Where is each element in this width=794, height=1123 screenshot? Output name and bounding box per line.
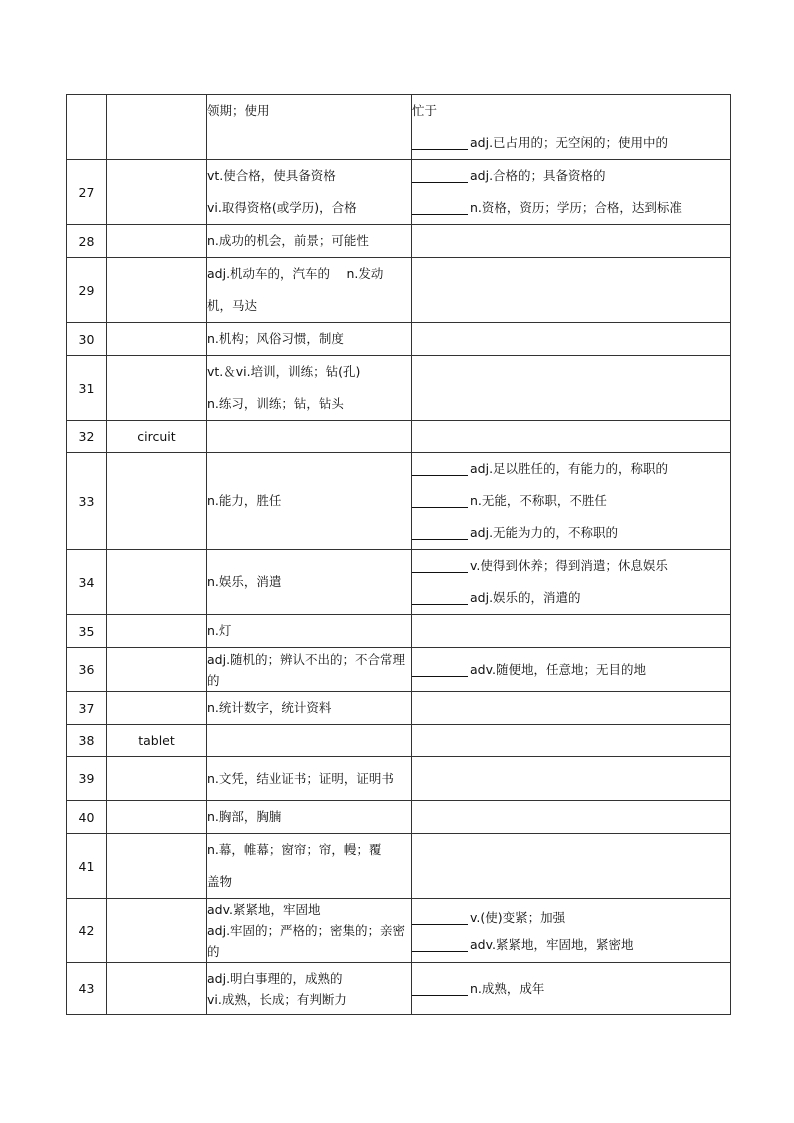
meaning-cell bbox=[207, 225, 412, 258]
answer-blank[interactable] bbox=[412, 676, 468, 677]
word-cell bbox=[107, 648, 207, 692]
table-row bbox=[67, 421, 731, 453]
meaning-line: adj.随机的；辨认不出的；不合常理的 bbox=[207, 651, 406, 688]
derivative-text: adj.无能为力的，不称职的 bbox=[470, 525, 619, 540]
table-row bbox=[67, 615, 731, 648]
derivative-line bbox=[412, 931, 730, 958]
derivative-line bbox=[412, 192, 730, 224]
derivative-text: adv.随便地，任意地；无目的地 bbox=[470, 661, 646, 677]
derivatives-cell bbox=[412, 160, 731, 225]
meaning-cell bbox=[207, 725, 412, 757]
meaning-line: vt.＆vi.培训，训练；钻(孔) bbox=[207, 364, 361, 379]
table-row bbox=[67, 801, 731, 834]
word-cell bbox=[107, 899, 207, 963]
derivative-line bbox=[412, 160, 730, 192]
meaning-cell bbox=[207, 692, 412, 725]
word-cell bbox=[107, 615, 207, 648]
word-cell bbox=[107, 453, 207, 550]
row-number: 28 bbox=[67, 225, 107, 258]
derivative-text: v.(使)变紧；加强 bbox=[470, 909, 566, 925]
derivatives-cell bbox=[412, 356, 731, 421]
word-cell bbox=[107, 692, 207, 725]
word-cell: circuit bbox=[107, 421, 207, 453]
derivatives-cell bbox=[412, 648, 731, 692]
derivative-line bbox=[412, 654, 730, 686]
meaning-line: n.机构；风俗习惯，制度 bbox=[207, 331, 344, 346]
table-row bbox=[67, 963, 731, 1015]
table-row bbox=[67, 725, 731, 757]
meaning-line: n.幕，帷幕；窗帘；帘，幔；覆 bbox=[207, 842, 382, 857]
word-cell bbox=[107, 95, 207, 160]
row-number: 33 bbox=[67, 453, 107, 550]
word-cell bbox=[107, 258, 207, 323]
derivative-line bbox=[412, 127, 730, 159]
derivatives-cell bbox=[412, 692, 731, 725]
meaning-line: n.能力，胜任 bbox=[207, 493, 282, 508]
answer-blank[interactable] bbox=[412, 604, 468, 605]
meaning-line: n.统计数字，统计资料 bbox=[207, 700, 332, 715]
derivative-line bbox=[412, 485, 730, 517]
word-cell bbox=[107, 963, 207, 1015]
derivative-line bbox=[412, 453, 730, 485]
meaning-line: adj.明白事理的，成熟的 bbox=[207, 970, 343, 986]
derivatives-cell bbox=[412, 801, 731, 834]
meaning-line: n.娱乐，消遣 bbox=[207, 574, 282, 589]
table-row bbox=[67, 225, 731, 258]
meaning-cell bbox=[207, 95, 412, 160]
meaning-cell bbox=[207, 834, 412, 899]
row-number: 35 bbox=[67, 615, 107, 648]
derivative-line bbox=[412, 582, 730, 614]
answer-blank[interactable] bbox=[412, 182, 468, 183]
table-row bbox=[67, 899, 731, 963]
derivatives-cell bbox=[412, 757, 731, 801]
row-number: 39 bbox=[67, 757, 107, 801]
meaning-line: vi.取得资格(或学历)，合格 bbox=[207, 200, 357, 215]
row-number bbox=[67, 95, 107, 160]
table-row bbox=[67, 692, 731, 725]
derivative-line bbox=[412, 973, 730, 1005]
derivative-text: adj.已占用的；无空闲的；使用中的 bbox=[470, 135, 669, 150]
meaning-line: n.成功的机会，前景；可能性 bbox=[207, 233, 369, 248]
row-number: 31 bbox=[67, 356, 107, 421]
derivatives-cell bbox=[412, 615, 731, 648]
word-cell bbox=[107, 323, 207, 356]
word-cell bbox=[107, 757, 207, 801]
table-row bbox=[67, 550, 731, 615]
meaning-cell bbox=[207, 899, 412, 963]
meaning-line: 机，马达 bbox=[207, 298, 258, 313]
meaning-line: n.练习，训练；钻，钻头 bbox=[207, 396, 344, 411]
derivatives-cell bbox=[412, 834, 731, 899]
row-number: 41 bbox=[67, 834, 107, 899]
table-row bbox=[67, 323, 731, 356]
derivatives-cell bbox=[412, 323, 731, 356]
meaning-line: adj.牢固的；严格的；密集的；亲密的 bbox=[207, 923, 406, 959]
row-number: 29 bbox=[67, 258, 107, 323]
table-row bbox=[67, 160, 731, 225]
answer-blank[interactable] bbox=[412, 149, 468, 150]
derivatives-cell bbox=[412, 963, 731, 1015]
word-cell: tablet bbox=[107, 725, 207, 757]
meaning-cell bbox=[207, 160, 412, 225]
meaning-line: 盖物 bbox=[207, 874, 233, 889]
answer-blank[interactable] bbox=[412, 507, 468, 508]
word-cell bbox=[107, 356, 207, 421]
word-cell bbox=[107, 160, 207, 225]
vocabulary-table bbox=[66, 94, 731, 1015]
derivatives-cell bbox=[412, 225, 731, 258]
meaning-line: n.胸部，胸腩 bbox=[207, 809, 282, 824]
derivative-text: n.资格，资历；学历；合格，达到标准 bbox=[470, 200, 682, 215]
derivatives-cell bbox=[412, 899, 731, 963]
word-cell bbox=[107, 225, 207, 258]
meaning-cell bbox=[207, 801, 412, 834]
table-row bbox=[67, 356, 731, 421]
row-number: 40 bbox=[67, 801, 107, 834]
row-number: 42 bbox=[67, 899, 107, 963]
meaning-line: adv.紧紧地，牢固地 bbox=[207, 902, 321, 917]
derivative-text: n.无能，不称职，不胜任 bbox=[470, 493, 607, 508]
derivative-text: adj.足以胜任的，有能力的，称职的 bbox=[470, 461, 669, 476]
answer-blank[interactable] bbox=[412, 995, 468, 996]
table-row bbox=[67, 757, 731, 801]
row-number: 27 bbox=[67, 160, 107, 225]
answer-blank[interactable] bbox=[412, 951, 468, 952]
meaning-line: n.文凭，结业证书；证明，证明书 bbox=[207, 771, 394, 786]
word-cell bbox=[107, 834, 207, 899]
derivative-line bbox=[412, 517, 730, 549]
meaning-cell bbox=[207, 757, 412, 801]
row-number: 38 bbox=[67, 725, 107, 757]
row-number: 36 bbox=[67, 648, 107, 692]
meaning-cell bbox=[207, 615, 412, 648]
row-number: 30 bbox=[67, 323, 107, 356]
meaning-cell bbox=[207, 648, 412, 692]
derivative-text: n.成熟，成年 bbox=[470, 980, 545, 996]
derivatives-cell bbox=[412, 725, 731, 757]
meaning-cell bbox=[207, 356, 412, 421]
derivatives-cell bbox=[412, 550, 731, 615]
derivative-text: adv.紧紧地，牢固地，紧密地 bbox=[470, 936, 634, 952]
meaning-line: vt.使合格，使具备资格 bbox=[207, 168, 336, 183]
meaning-cell bbox=[207, 963, 412, 1015]
derivative-line bbox=[412, 550, 730, 582]
derivative-text: adj.娱乐的，消遣的 bbox=[470, 590, 581, 605]
answer-blank[interactable] bbox=[412, 214, 468, 215]
table-row bbox=[67, 834, 731, 899]
meaning-line: vi.成熟，长成；有判断力 bbox=[207, 991, 347, 1007]
derivative-line bbox=[412, 904, 730, 931]
answer-blank[interactable] bbox=[412, 539, 468, 540]
answer-blank[interactable] bbox=[412, 475, 468, 476]
meaning-cell bbox=[207, 258, 412, 323]
meaning-cell bbox=[207, 453, 412, 550]
meaning-line: adj.机动车的，汽车的 n.发动 bbox=[207, 266, 384, 281]
meaning-line: n.灯 bbox=[207, 623, 232, 638]
row-number: 34 bbox=[67, 550, 107, 615]
meaning-cell bbox=[207, 323, 412, 356]
answer-blank[interactable] bbox=[412, 924, 468, 925]
row-number: 43 bbox=[67, 963, 107, 1015]
word-cell bbox=[107, 801, 207, 834]
table-row bbox=[67, 648, 731, 692]
word-cell bbox=[107, 550, 207, 615]
derivative-text: v.使得到休养；得到消遣；休息娱乐 bbox=[470, 558, 668, 573]
derivatives-cell bbox=[412, 95, 731, 160]
derivatives-cell bbox=[412, 258, 731, 323]
table-row bbox=[67, 95, 731, 160]
meaning-cell bbox=[207, 550, 412, 615]
row-number: 32 bbox=[67, 421, 107, 453]
derivatives-cell bbox=[412, 421, 731, 453]
row-number: 37 bbox=[67, 692, 107, 725]
answer-blank[interactable] bbox=[412, 572, 468, 573]
table-row bbox=[67, 453, 731, 550]
table-row bbox=[67, 258, 731, 323]
meaning-line: 领期；使用 bbox=[207, 103, 270, 118]
derivative-line: 忙于 bbox=[412, 103, 438, 118]
derivative-text: adj.合格的；具备资格的 bbox=[470, 168, 606, 183]
meaning-cell bbox=[207, 421, 412, 453]
derivatives-cell bbox=[412, 453, 731, 550]
